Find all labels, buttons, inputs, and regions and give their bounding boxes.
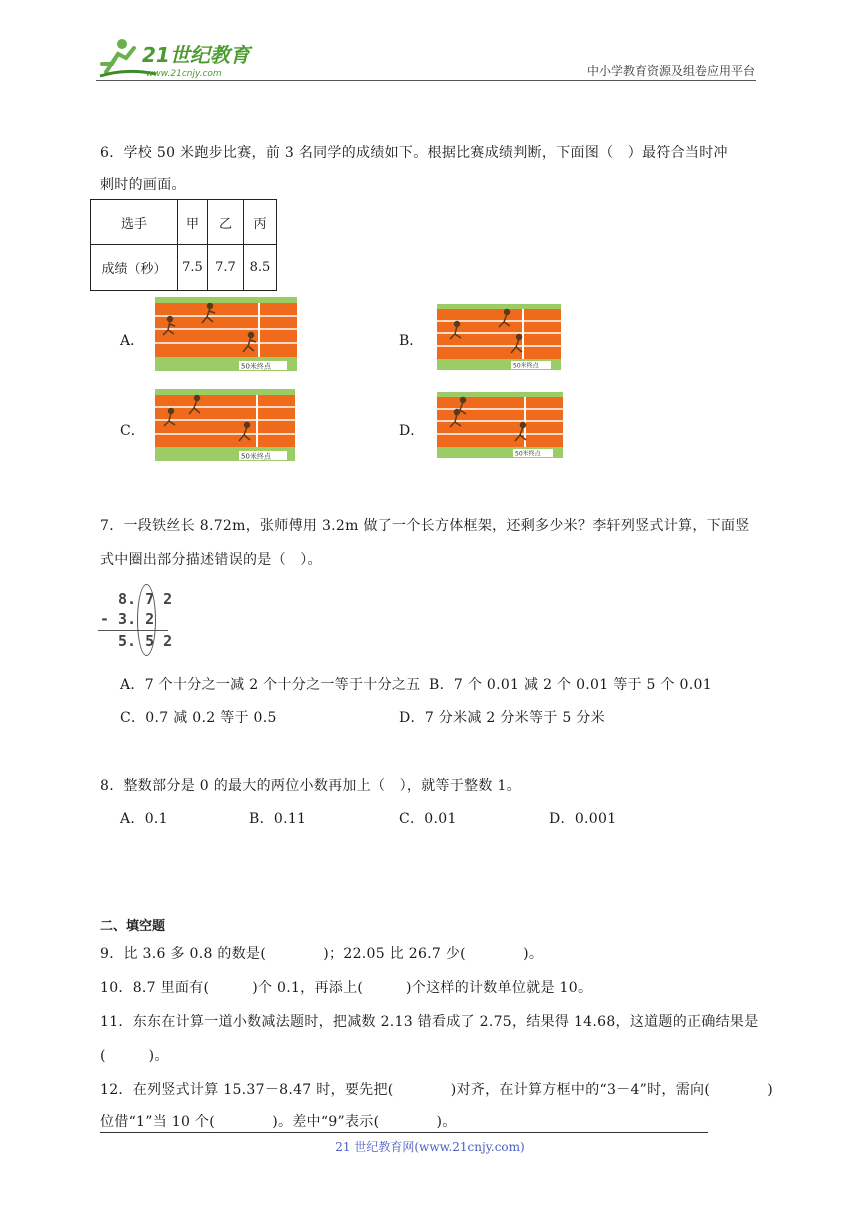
q7-option-d: D．7 分米减 2 分米等于 5 分米 [399,710,605,726]
track-image-a [155,297,297,371]
q10-text: 10．8.7 里面有( )个 0.1，再添上( )个这样的计数单位就是 10。 [100,980,593,996]
header-divider [96,80,756,81]
q6-option-d-label: D． [399,423,425,439]
table-header-yi: 乙 [208,200,244,245]
vertical-rule [98,630,168,631]
track-image-c [155,389,295,461]
footer-divider [100,1132,708,1133]
q8-line1: 8．整数部分是 0 的最大的两位小数再加上（ ），就等于整数 1。 [100,778,521,794]
track-image-b [437,304,561,370]
logo-text: 21世纪教育 [142,43,250,67]
q11-line2: ( )。 [100,1048,169,1064]
table-header-bing: 丙 [244,200,277,245]
q6-option-c-label: C． [120,423,145,439]
site-logo [96,34,266,82]
q7-option-b: B．7 个 0.01 减 2 个 0.01 等于 5 个 0.01 [429,677,712,693]
footer-link[interactable]: 21 世纪教育网(www.21cnjy.com) [335,1140,525,1154]
logo-url: www.21cnjy.com [146,69,222,79]
q8-option-c: C．0.01 [399,811,457,827]
circled-digits [137,584,156,656]
q6-line1: 6．学校 50 米跑步比赛，前 3 名同学的成绩如下。根据比赛成绩判断，下面图（ ）最符合当时冲 [100,145,728,161]
table-cell-jia: 7.5 [178,245,208,291]
q12-line1: 12．在列竖式计算 15.37－8.47 时，要先把( )对齐，在计算方框中的“3－4”时，需向( ) [100,1082,774,1098]
vertical-row-minuend: 8. 7 2 [118,590,173,608]
q7-option-c: C．0.7 减 0.2 等于 0.5 [120,710,277,726]
track-image-d [437,392,563,458]
table-cell-score-label: 成绩（秒） [91,245,178,291]
svg-text:50米终点: 50米终点 [241,362,271,371]
vertical-row-difference: 5. 5 2 [118,632,173,650]
q11-line1: 11．东东在计算一道小数减法题时，把减数 2.13 错看成了 2.75，结果得 14.68，这道题的正确结果是 [100,1014,759,1030]
header-platform-text: 中小学教育资源及组卷应用平台 [586,64,755,78]
q8-option-d: D．0.001 [549,811,617,827]
q12-line2: 位借“1”当 10 个( )。差中“9”表示( )。 [100,1114,457,1130]
svg-text:50米终点: 50米终点 [513,362,539,370]
q9-text: 9．比 3.6 多 0.8 的数是( )；22.05 比 26.7 少( )。 [100,946,544,962]
q6-option-a-label: A． [120,333,145,349]
q8-option-a: A．0.1 [120,811,168,827]
table-cell-bing: 8.5 [244,245,277,291]
q6-line2: 刺时的画面。 [100,177,186,193]
score-table [90,199,277,291]
svg-text:50米终点: 50米终点 [515,450,541,458]
table-header-jia: 甲 [178,200,208,245]
section-title-fill-in: 二、填空题 [100,919,166,934]
q7-line1: 7．一段铁丝长 8.72m，张师傅用 3.2m 做了一个长方体框架，还剩多少米？李轩列竖式计算，下面竖 [100,518,750,534]
q8-option-b: B．0.11 [249,811,307,827]
vertical-row-subtrahend: - 3. 2 [100,610,155,628]
q7-line2: 式中圈出部分描述错误的是（ ）。 [100,552,322,568]
q7-option-a: A．7 个十分之一减 2 个十分之一等于十分之五 [120,677,421,693]
table-cell-yi: 7.7 [208,245,244,291]
q6-option-b-label: B． [399,333,424,349]
table-header-player: 选手 [91,200,178,245]
svg-text:50米终点: 50米终点 [241,452,271,461]
